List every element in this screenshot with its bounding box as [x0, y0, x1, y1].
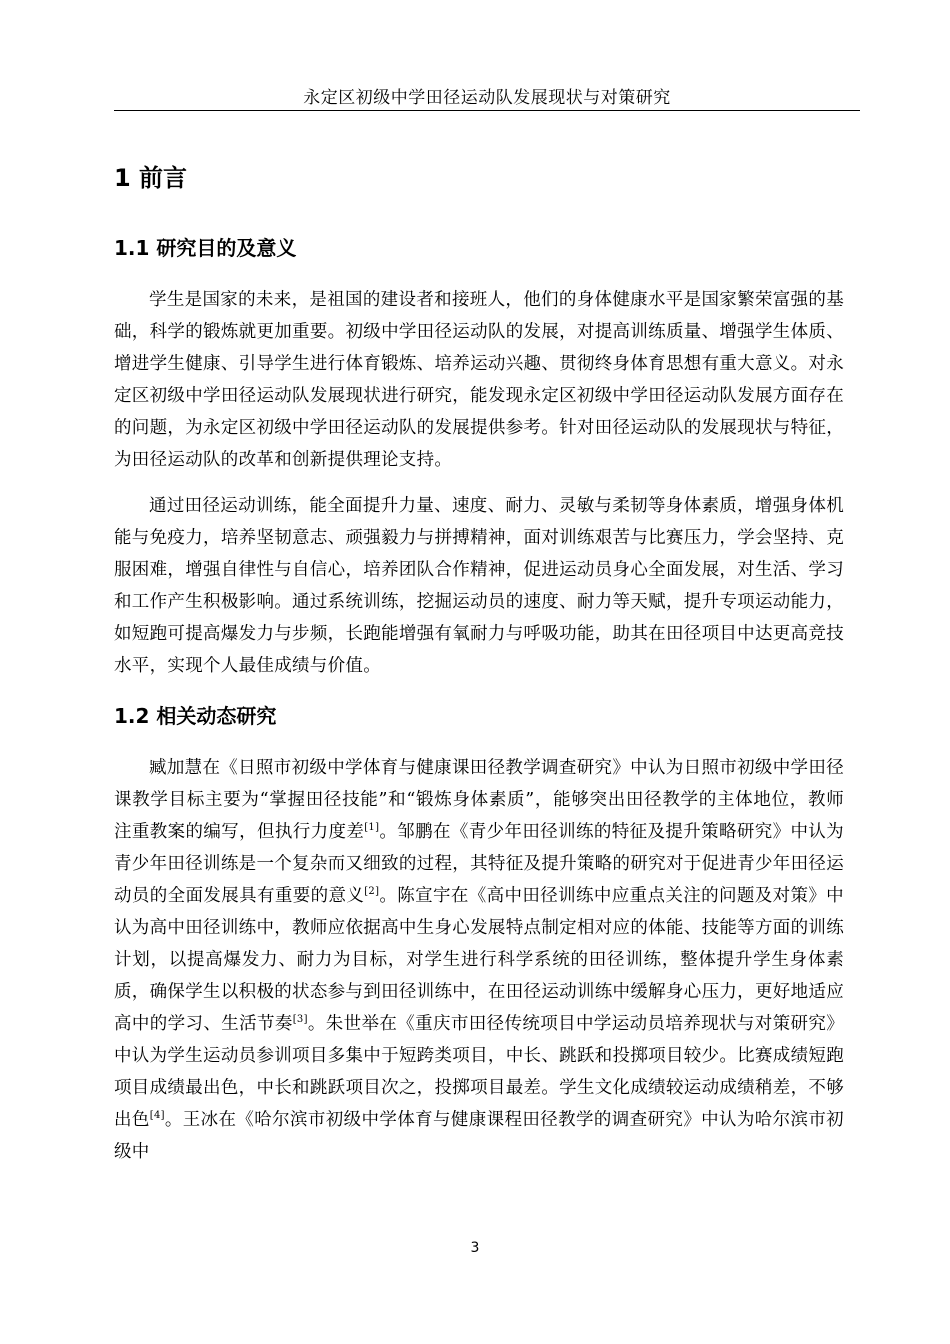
review-text-2: 。邹鹏在《青少年田径训练的特征及提升策略研究》中认为青少年田径训练是一个复杂而又细致的过程，其特征及提升策略的研究对于促进青少年田径运动员的全面发展具有重要的意义	[114, 822, 844, 906]
citation-1: [1]	[364, 822, 380, 833]
paragraph-significance: 通过田径运动训练，能全面提升力量、速度、耐力、灵敏与柔韧等身体素质，增强身体机能与免疫力，培养坚韧意志、顽强毅力与拼搏精神，面对训练艰苦与比赛压力，学会坚持、克服困难，增强自律性与自信心，培养团队合作精神，促进运动员身心全面发展，对生活、学习和工作产生积极影响。通过系统训练，挖掘运动员的速度、耐力等天赋，提升专项运动能力，如短跑可提高爆发力与步频，长跑能增强有氧耐力与呼吸功能，助其在田径项目中达更高竞技水平，实现个人最佳成绩与价值。	[114, 496, 844, 676]
running-header-title: 永定区初级中学田径运动队发展现状与对策研究	[303, 88, 671, 108]
section-title-1-2: 1.2 相关动态研究	[114, 704, 277, 728]
paragraph-literature-review	[114, 752, 844, 1168]
page-number: 3	[470, 1240, 480, 1256]
review-text-3: 。陈宣宇在《高中田径训练中应重点关注的问题及对策》中认为高中田径训练中，教师应依据高中生身心发展特点制定相对应的体能、技能等方面的训练计划，以提高爆发力、耐力为目标，对学生进行科学系统的田径训练，整体提升学生身体素质，确保学生以积极的状态参与到田径训练中，在田径运动训练中缓解身心压力，更好地适应高中的学习、生活节奏	[114, 886, 844, 1034]
paragraph-purpose: 学生是国家的未来，是祖国的建设者和接班人，他们的身体健康水平是国家繁荣富强的基础，科学的锻炼就更加重要。初级中学田径运动队的发展，对提高训练质量、增强学生体质、增进学生健康、引导学生进行体育锻炼、培养运动兴趣、贯彻终身体育思想有重大意义。对永定区初级中学田径运动队发展现状进行研究，能发现永定区初级中学田径运动队发展方面存在的问题，为永定区初级中学田径运动队的发展提供参考。针对田径运动队的发展现状与特征，为田径运动队的改革和创新提供理论支持。	[114, 290, 844, 470]
page-body	[114, 160, 844, 1182]
section-title-1-1: 1.1 研究目的及意义	[114, 236, 297, 260]
citation-4: [4]	[149, 1110, 165, 1121]
running-header	[114, 88, 860, 111]
review-text-1: 臧加慧在《日照市初级中学体育与健康课田径教学调查研究》中认为日照市初级中学田径课教学目标主要为“掌握田径技能”和“锻炼身体素质”，能够突出田径教学的主体地位，教师注重教案的编写，但执行力度差	[114, 758, 844, 842]
review-text-4: 。朱世举在《重庆市田径传统项目中学运动员培养现状与对策研究》中认为学生运动员参训项目多集中于短跨类项目，中长、跳跃和投掷项目较少。比赛成绩短跑项目成绩最出色，中长和跳跃项目次之，投掷项目最差。学生文化成绩较运动成绩稍差，不够出色	[114, 1014, 845, 1130]
chapter-title: 1 前言	[114, 164, 188, 192]
citation-3: [3]	[292, 1014, 308, 1025]
review-text-5: 。王冰在《哈尔滨市初级中学体育与健康课程田径教学的调查研究》中认为哈尔滨市初级中	[114, 1110, 844, 1162]
citation-2: [2]	[364, 886, 380, 897]
